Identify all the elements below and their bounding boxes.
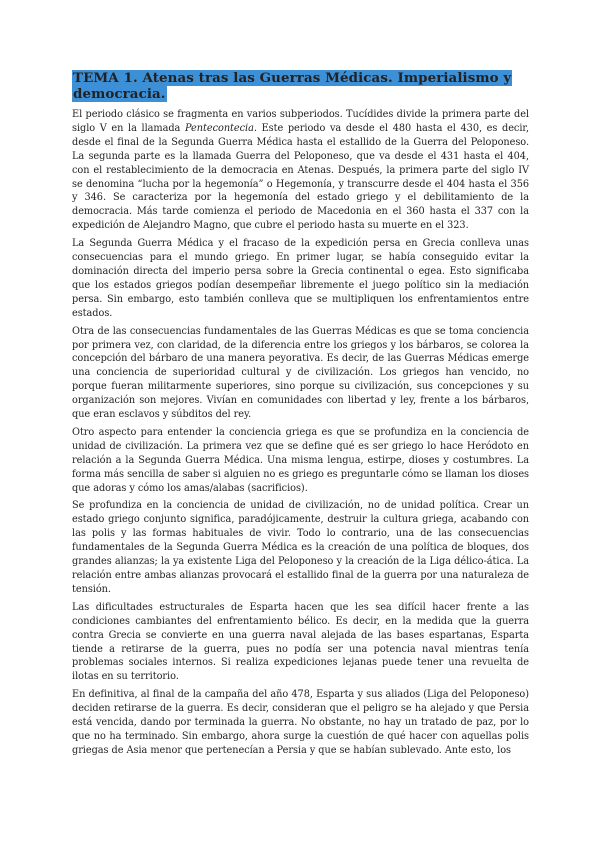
document-title-text: TEMA 1. Atenas tras las Guerras Médicas. Imperialismo y democracia. <box>73 70 512 102</box>
document-title <box>72 70 529 102</box>
paragraph-1-part-b: . Este periodo va desde el 480 hasta el 430, es decir, desde el final de la Segunda Guerra Médica hasta el estallido de la Guerra del Peloponeso. La segunda parte es la llamada Guerra del Peloponeso, que va desde el 431 hasta el 404, con el restablecimiento de la democracia en Atenas. Después, la primera parte del siglo IV se denomina “lucha por la hegemonía” o Hegemonía, y transcurre desde el 404 hasta el 356 y 346. Se caracteriza por la hegemonía del estado griego y el debilitamiento de la democracia. Más tarde comienza el periodo de Macedonia en el 360 hasta el 337 con la expedición de Alejandro Magno, que cubre el periodo hasta su muerte en el 323. <box>72 122 529 232</box>
paragraph-5: Se profundiza en la conciencia de unidad de civilización, no de unidad política. Crear un estado griego conjunto significa, paradójicamente, destruir la cultura griega, acabando con las polis y las formas habituales de vivir. Todo lo contrario, una de las consecuencias fundamentales de la Segunda Guerra Médica es la creación de una política de bloques, dos grandes alianzas; la ya existente Liga del Peloponeso y la creación de la Liga délico-ática. La relación entre ambas alianzas provocará el estallido final de la guerra por una naturaleza de tensión. <box>72 500 529 595</box>
paragraph-1 <box>72 108 529 233</box>
paragraph-1-emphasis: Pentecontecia <box>184 122 254 134</box>
paragraph-1-part-a: El periodo clásico se fragmenta en varios subperiodos. Tucídides divide la primera parte del siglo V en la llamada <box>72 109 529 134</box>
paragraph-3: Otra de las consecuencias fundamentales de las Guerras Médicas es que se toma conciencia por primera vez, con claridad, de la diferencia entre los griegos y los bárbaros, se colorea la concepción del bárbaro de una manera peyorativa. Es decir, de las Guerras Médicas emerge una conciencia de superioridad cultural y de civilización. Los griegos han vencido, no porque fueran militarmente superiores, sino porque su civilización, sus concepciones y su organización son mejores. Vivían en comunidades con libertad y ley, frente a los bárbaros, que eran esclavos y súbditos del rey. <box>72 325 529 421</box>
paragraph-2: La Segunda Guerra Médica y el fracaso de la expedición persa en Grecia conlleva unas consecuencias para el mundo griego. En primer lugar, se había conseguido evitar la dominación directa del imperio persa sobre la Grecia continental o egea. Esto significaba que los estados griegos podían desempeñar libremente el juego político sin la mediación persa. Sin embargo, esto también conlleva que se multipliquen los enfrentamientos entre estados. <box>72 238 529 319</box>
paragraph-7: En definitiva, al final de la campaña del año 478, Esparta y sus aliados (Liga del Peloponeso) deciden retirarse de la guerra. Es decir, consideran que el peligro se ha alejado y que Persia está vencida, dando por terminada la guerra. No obstante, no hay un tratado de paz, por lo que no ha terminado. Sin embargo, ahora surge la cuestión de qué hacer con aquellas polis griegas de Asia menor que pertenecían a Persia y que se habían sublevado. Ante esto, los <box>72 689 529 756</box>
paragraph-4: Otro aspecto para entender la conciencia griega es que se profundiza en la conciencia de unidad de civilización. La primera vez que se define qué es ser griego lo hace Heródoto en relación a la Segunda Guerra Médica. Una misma lengua, estirpe, dioses y costumbres. La forma más sencilla de saber si alguien no es griego es preguntarle cómo se llaman los dioses que adoras y cómo los amas/alabas (sacrificios). <box>72 426 529 494</box>
paragraph-6: Las dificultades estructurales de Esparta hacen que les sea difícil hacer frente a las condiciones cambiantes del enfrentamiento bélico. Es decir, en la medida que la guerra contra Grecia se convierte en una guerra naval alejada de las bases espartanas, Esparta tiende a retirarse de la guerra, pues no podía ser una potencia naval mientras tenía problemas sociales internos. Si realiza expediciones lejanas puede tener una revuelta de ilotas en su territorio. <box>72 601 529 683</box>
